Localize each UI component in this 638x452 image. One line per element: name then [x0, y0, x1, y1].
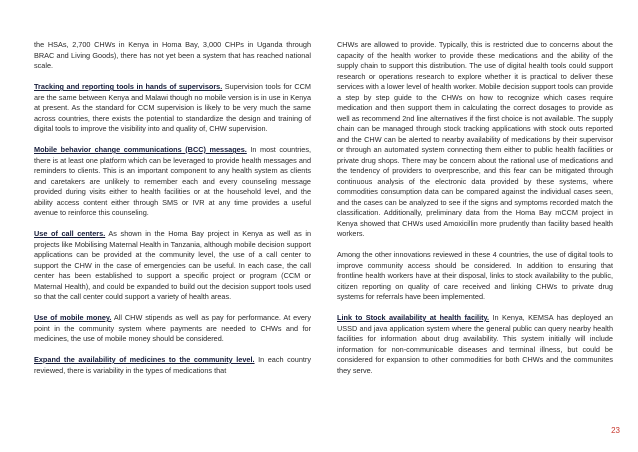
paragraph-text: In each country reviewed, there is variability in the types of medications that [34, 355, 312, 375]
paragraph-text: the HSAs, 2,700 CHWs in Kenya in Homa Bay, 3,000 CHPs in Uganda through BRAC and Living Goods), there has not yet been a system that has reached national scale. [34, 40, 311, 70]
paragraph-heading: Tracking and reporting tools in hands of supervisors. [34, 82, 223, 91]
paragraph-text: All CHW stipends as well as pay for performance. At every point in the community system where payments are needed to CHWs and for medicines, the use of mobile money should be considered. [34, 313, 312, 343]
paragraph-medicines-availability [34, 355, 311, 376]
paragraph-heading: Use of mobile money. [34, 313, 112, 322]
paragraph-text: Supervision tools for CCM are the same between Kenya and Malawi though no mobile version is in use in Kenya at present. As the standard for CCM supervision is likely to be very much the same across countries, there exists the potential to standardize the design and training of digital tools to improve the visibility into and quality of, CHW supervision. [34, 82, 311, 133]
paragraph-text: As shown in the Homa Bay project in Kenya as well as in projects like Mobilising Maternal Health in Tanzania, although mobile decision support applications can be provided at the community level, the use of a call center to support the CHW in the case of emergencies can be useful. In each case, the call center has been established to support a specific project or program (CCM or Maternal Health), and could be expanded to build out the decision support tools used so that the call center could support a variety of health areas. [34, 229, 312, 301]
paragraph-heading: Expand the availability of medicines to the community level. [34, 355, 255, 364]
paragraph-heading: Use of call centers. [34, 229, 106, 238]
paragraph-other-innovations [337, 250, 613, 303]
paragraph-stock-availability [337, 313, 613, 376]
paragraph-text: In most countries, there is at least one platform which can be leveraged to provide health messages and reminders to clients. This is an important component to any health system as clients and caretakers are unlikely to remember each and every counseling message provided during visits either to health facilities or at the household level, and the ability access content either through SMS or IVR at any time provides a useful avenue to reinforce this counseling. [34, 145, 312, 217]
page-number: 23 [611, 426, 620, 435]
paragraph-chw-medications [337, 40, 613, 240]
paragraph-tracking-tools [34, 82, 311, 135]
right-column [337, 40, 613, 387]
paragraph-call-centers [34, 229, 311, 303]
paragraph-bcc-messages [34, 145, 311, 219]
paragraph-text: CHWs are allowed to provide. Typically, this is restricted due to concerns about the capacity of the health worker to provide these medications and the ability of the supply chain to support this distribution. The use of digital health tools could support research or operations research to explore whether it is practical to deliver these services with a lower level of health worker. Mobile decision support tools can provide a step by step guide to the CHWs on how to recognize which cases require medication and then support them in calculating the correct dosages to provide as well as recommend 2nd line alternatives if the first choice is not available. The supply chain can be managed through stock tracking applications with stock outs reported and the CHW can be alerted to nearby availability of medications by their supervisor or through an automated system connecting them either to public health facilities or private drug shops. There may be concern about the rational use of medications and the tendency of providers to overprescribe, and this fear can be mitigated through continuous analysis of the electronic data provided by these systems, where commodities consumption data can be compared against the individual cases seen, and the cases can be analyzed to see if the signs and symptoms recorded match the classification. Additionally, preliminary data from the Homa Bay mCCM project in Kenya showed that CHWs used Amoxicillin more prudently than facility based health workers. [337, 40, 613, 238]
left-column [34, 40, 311, 387]
paragraph-heading: Mobile behavior change communications (BCC) messages. [34, 145, 247, 154]
paragraph-hsas [34, 40, 311, 72]
paragraph-mobile-money [34, 313, 311, 345]
paragraph-heading: Link to Stock availability at health facility. [337, 313, 490, 322]
paragraph-text: In Kenya, KEMSA has deployed an USSD and java application system where the general public can query nearby health facilities for information about drug availability. This system initially will include information for non-communicable diseases and terminal illness, but could be considered for expansion to other commodities for both CHWs and the communites they serve. [337, 313, 613, 375]
paragraph-text: Among the other innovations reviewed in these 4 countries, the use of digital tools to improve community access should be considered. In addition to ensuring that frontline health workers have at their disposal, links to stock availability to the public, citizen reporting on quality of care received and linking CHWs to private drug systems for referrals have been implemented. [337, 250, 613, 301]
